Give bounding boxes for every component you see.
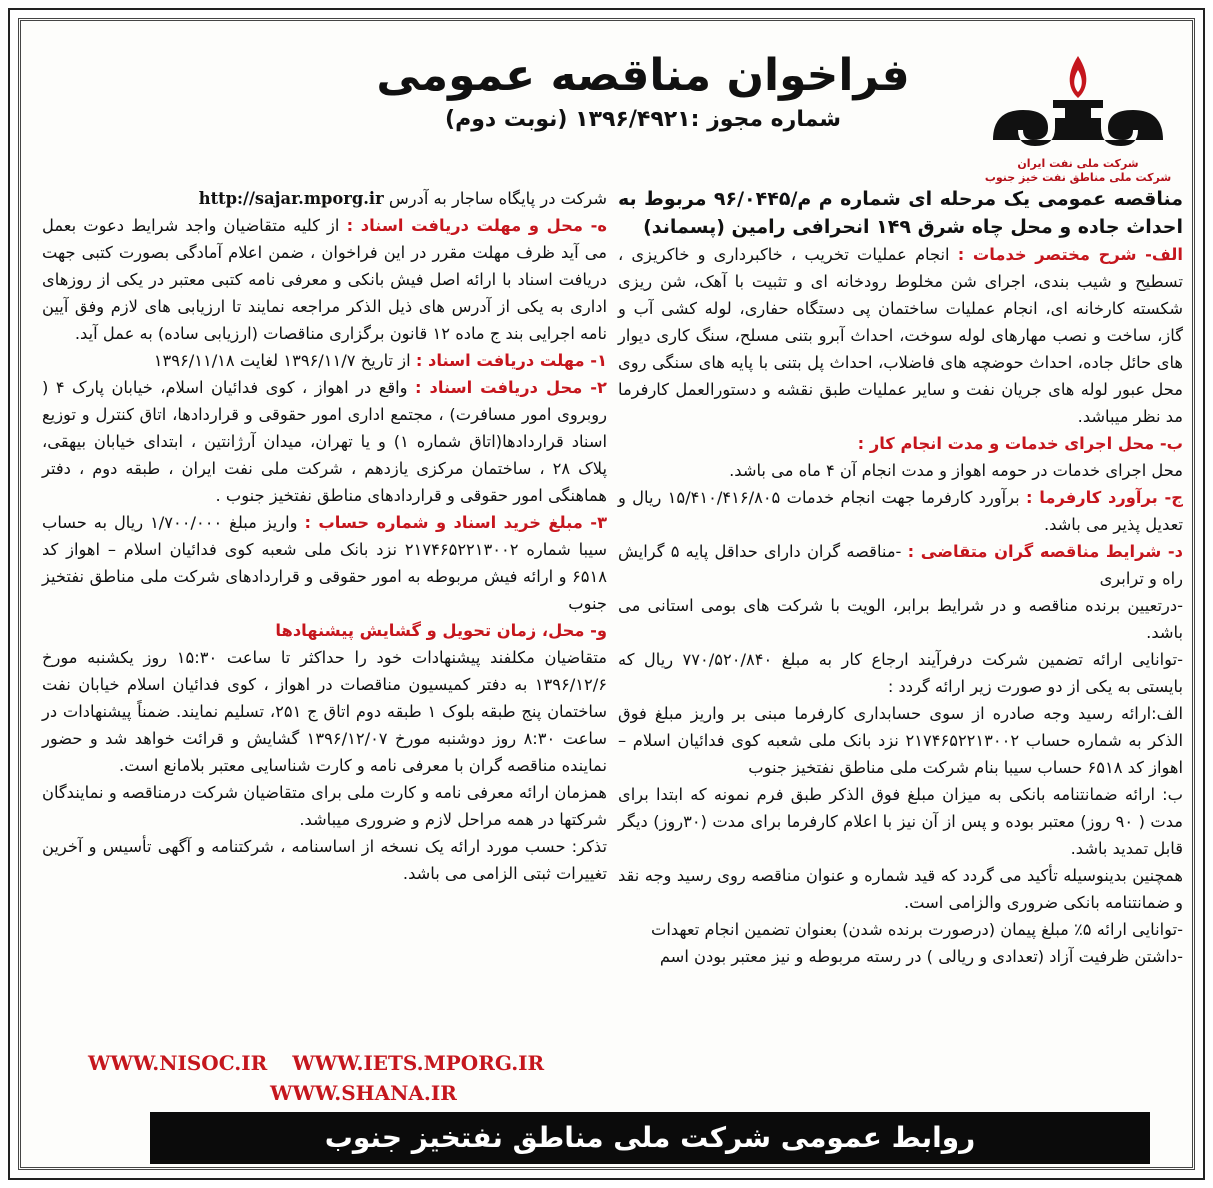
section-b (618, 430, 1183, 457)
section-d-p8: -داشتن ظرفیت آزاد (تعدادی و ریالی ) در رسته مربوطه و نیز معتبر بودن اسم (659, 947, 1183, 966)
websites-row-2 (70, 1078, 610, 1108)
logo-caption-1: شرکت ملی نفت ایران (1017, 157, 1139, 170)
section-b-text: محل اجرای خدمات در حومه اهواز و مدت انجام آن ۴ ماه می باشد. (729, 461, 1183, 480)
public-relations-footer: روابط عمومی شرکت ملی مناطق نفتخیز جنوب (150, 1112, 1150, 1164)
section-d-p7: -توانایی ارائه ۵٪ مبلغ پیمان (درصورت برنده شدن) بعنوان تضمین انجام تعهدات (651, 920, 1183, 939)
websites (70, 1048, 610, 1108)
section-e1-text: از تاریخ ۱۳۹۶/۱۱/۷ لغایت ۱۳۹۶/۱۱/۱۸ (153, 351, 411, 370)
tender-heading: مناقصه عمومی یک مرحله ای شماره م م/۹۶/۰۴۴۵ مربوط به احداث جاده و محل چاه شرق ۱۴۹ انحرافی رامین (پسماند) (618, 188, 1184, 238)
websites-row-1 (70, 1048, 610, 1078)
section-d-p4: الف:ارائه رسید وجه صادره از سوی حسابداری کارفرما مبنی بر واریز مبلغ فوق الذکر به شماره حساب ۲۱۷۴۶۵۲۲۱۳۰۰۲ نزد بانک ملی شعبه کوی فدائیان اسلام – اهواز کد ۶۵۱۸ حساب سیبا بنام شرکت ملی مناطق نفتخیز جنوب (618, 704, 1183, 777)
logo-caption-2: شرکت ملی مناطق نفت خیز جنوب (984, 171, 1172, 184)
section-d-text: -مناقصه گران دارای حداقل پایه ۵ گرایش راه و ترابری (618, 542, 1183, 588)
section-f-label: و- محل، زمان تحویل و گشایش پیشنهادها (275, 621, 607, 640)
site-shana-link[interactable]: WWW.SHANA.IR (270, 1081, 457, 1105)
section-d-label: د- شرایط مناقصه گران متقاضی : (907, 542, 1183, 561)
section-f (42, 617, 607, 644)
section-e-label: ه- محل و مهلت دریافت اسناد : (346, 216, 607, 235)
sajar-text: شرکت در پایگاه ساجار به آدرس (388, 189, 607, 208)
section-f-text: متقاضیان مکلفند پیشنهادات خود را حداکثر تا ساعت ۱۵:۳۰ روز یکشنبه مورخ ۱۳۹۶/۱۲/۶ به دفتر کمیسیون مناقصات در اهواز ، کوی فدائیان اسلام خیابان نفت ساختمان پنج طبقه بلوک ۱ طبقه دوم اتاق ج ۲۵۱، تسلیم نمایند. ضمناً پیشنهادات در ساعت ۸:۳۰ روز دوشنبه مورخ ۱۳۹۶/۱۲/۰۷ گشایش و قرائت خواهد شد و حضور نماینده مناقصه گران با معرفی نامه و کارت شناسایی معتبر بلامانع است. (42, 648, 607, 775)
section-e-text: از کلیه متقاضیان واجد شرایط دعوت بعمل می آید ظرف مهلت مقرر در این فراخوان ، ضمن اعلام آمادگی بصورت کتبی جهت دریافت اسناد با ارائه اصل فیش بانکی و معرفی نامه کتبی معتبر در یکی از روزهای اداری به یکی از آدرس های ذیل الذکر مراجعه نمایند تا ارزیابی های لازم وفق آیین نامه اجرایی بند ج ماده ۱۲ قانون برگزاری مناقصات (ارزیابی ساده) به عمل آید. (42, 216, 607, 343)
company-logo (973, 48, 1183, 198)
notice-content (30, 30, 1183, 1130)
section-e2-label: ۲- محل دریافت اسناد : (415, 378, 607, 397)
section-d (618, 538, 1183, 592)
section-e2-text: واقع در اهواز ، کوی فدائیان اسلام، خیابان پارک ۴ ( روبروی امور مسافرت) ، مجتمع اداری امور حقوقی و قراردادها، اتاق کنترل و توزیع اسناد قراردادها(اتاق شماره ۱) و یا تهران، میدان آرژانتین ، ابتدای خیابان بیهقی، پلاک ۲۸ ، ساختمان مرکزی یازدهم ، شرکت ملی نفت ایران ، طبقه دوم ، دفتر هماهنگی امور حقوقی و قراردادهای مناطق نفتخیز جنوب . (42, 378, 607, 505)
section-h-text: تذکر: حسب مورد ارائه یک نسخه از اساسنامه ، شرکتنامه و آگهی تأسیس و آخرین تغییرات ثبتی الزامی می باشد. (42, 837, 607, 883)
site-nisoc-link[interactable]: WWW.NISOC.IR (88, 1051, 268, 1075)
section-e1 (42, 347, 607, 374)
title-block (363, 50, 923, 132)
section-a (618, 241, 1183, 430)
section-d-p2: -درتعیین برنده مناقصه و در شرایط برابر، الویت با شرکت های بومی استانی می باشد. (618, 596, 1183, 642)
section-e3-label: ۳- مبلغ خرید اسناد و شماره حساب : (304, 513, 607, 532)
section-b-label: ب- محل اجرای خدمات و مدت انجام کار : (857, 434, 1183, 453)
section-c-text: برآورد کارفرما جهت انجام خدمات ۱۵/۴۱۰/۴۱۶/۸۰۵ ریال و تعدیل پذیر می باشد. (618, 488, 1183, 534)
section-c-label: ج- برآورد کارفرما : (1025, 488, 1183, 507)
right-column (618, 185, 1183, 970)
nioc-flame-icon (973, 48, 1183, 153)
section-e3-text: واریز مبلغ ۱/۷۰۰/۰۰۰ ریال به حساب سیبا شماره ۲۱۷۴۶۵۲۲۱۳۰۰۲ نزد بانک ملی شعبه کوی فدائیان اسلام – اهواز کد ۶۵۱۸ و ارائه فیش مربوطه به امور حقوقی و قراردادهای شرکت ملی مناطق نفتخیز جنوب (42, 513, 608, 613)
sajar-line (42, 185, 607, 212)
section-e3 (42, 509, 607, 617)
site-iets-link[interactable]: WWW.IETS.MPORG.IR (292, 1051, 545, 1075)
section-g-text: همزمان ارائه معرفی نامه و کارت ملی برای متقاضیان شرکت درمناقصه و نمایندگان شرکتها در همه مراحل لازم و ضروری میباشد. (42, 783, 607, 829)
section-e2 (42, 374, 607, 509)
page-title: فراخوان مناقصه عمومی (376, 50, 910, 101)
sajar-link[interactable]: http://sajar.mporg.ir (198, 189, 384, 208)
section-e (42, 212, 607, 347)
permit-number: شماره مجوز :۱۳۹۶/۴۹۲۱ (نوبت دوم) (445, 107, 841, 132)
section-d-p5: ب: ارائه ضمانتنامه بانکی به میزان مبلغ فوق الذکر طبق فرم نمونه که ابتدا برای مدت ( ۹۰ روز) معتبر بوده و پس از آن نیز با اعلام کارفرما برای مدت (۳۰روز) دیگر قابل تمدید باشد. (618, 785, 1183, 858)
section-e1-label: ۱- مهلت دریافت اسناد : (415, 351, 607, 370)
section-d-p3: -توانایی ارائه تضمین شرکت درفرآیند ارجاع کار به مبلغ ۷۷۰/۵۲۰/۸۴۰ ریال که بایستی به یکی از دو صورت زیر ارائه گردد : (618, 650, 1183, 696)
section-c (618, 484, 1183, 538)
section-a-label: الف- شرح مختصر خدمات : (957, 245, 1183, 264)
section-a-text: انجام عملیات تخریب ، خاکبرداری و خاکریزی ، تسطیح و شیب بندی، اجرای شن مخلوط رودخانه ای و تثبیت با آهک، شن ریزی شکسته کارخانه ای، انجام عملیات ساختمان پی دستگاه حفاری، لوله کشی آب و گاز، ساخت و نصب مهارهای لوله سوخت، احداث آبرو بتنی مسلح، سنگ کاری دیوار های حائل جاده، احداث حوضچه های فاضلاب، احداث پل بتنی با پایه های سنگی روی محل عبور لوله های جریان نفت و سایر عملیات طبق نقشه و دستورالعمل کارفرما مد نظر میباشد. (618, 245, 1183, 426)
section-d-p6: همچنین بدینوسیله تأکید می گردد که قید شماره و عنوان مناقصه روی رسید وجه نقد و ضمانتنامه بانکی ضروری والزامی است. (618, 866, 1183, 912)
left-column (42, 185, 607, 887)
